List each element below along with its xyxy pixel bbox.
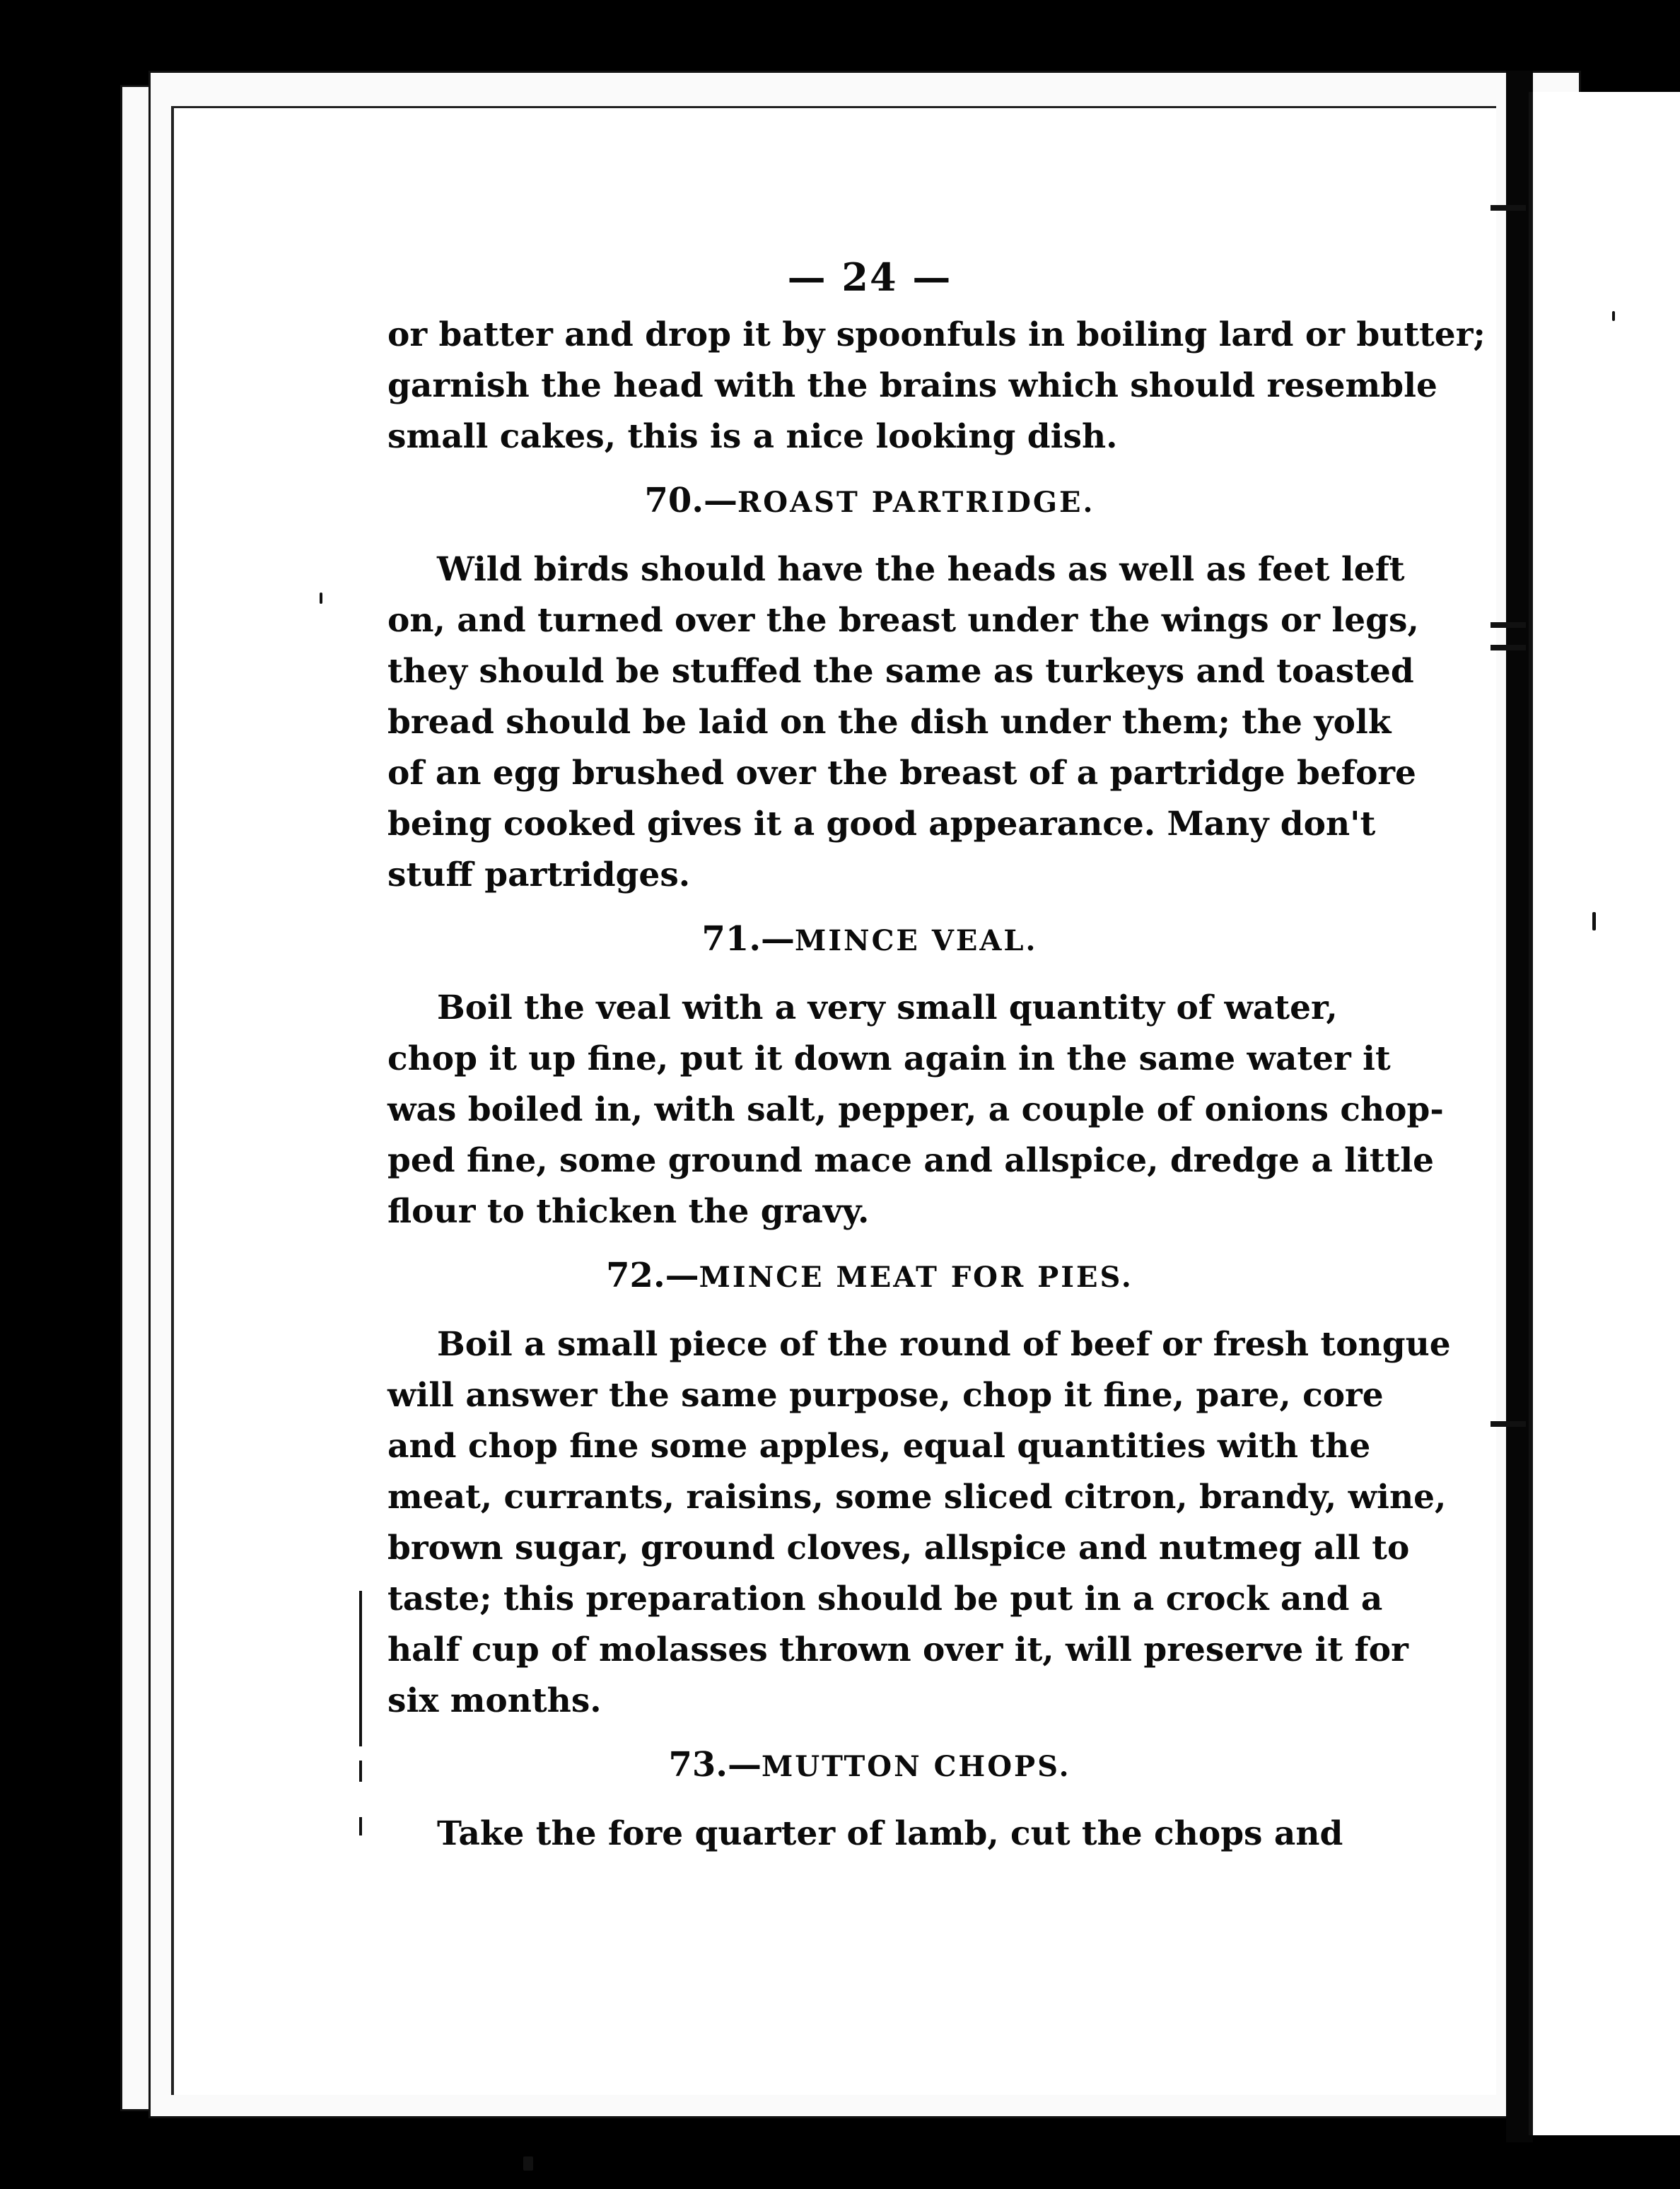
text-line: brown sugar, ground cloves, allspice and nutmeg all to bbox=[387, 1529, 1410, 1568]
text-line: garnish the head with the brains which should resemble bbox=[387, 366, 1437, 405]
text-line: Wild birds should have the heads as well as feet left bbox=[437, 550, 1405, 589]
recipe-paragraph bbox=[387, 983, 1444, 1237]
binding-thread bbox=[1491, 645, 1526, 650]
text-line: ped fine, some ground mace and allspice, dredge a little bbox=[387, 1141, 1435, 1180]
text-line: was boiled in, with salt, pepper, a couple of onions chop- bbox=[387, 1090, 1444, 1129]
margin-line-mark bbox=[359, 1817, 362, 1835]
text-line: six months. bbox=[387, 1681, 602, 1720]
text-line: meat, currants, raisins, some sliced citron, brandy, wine, bbox=[387, 1478, 1447, 1517]
margin-line-mark bbox=[359, 1591, 362, 1746]
binding-thread bbox=[1491, 1421, 1526, 1427]
text-line: half cup of molasses thrown over it, will preserve it for bbox=[387, 1630, 1408, 1669]
recipe-paragraph bbox=[387, 544, 1419, 901]
binding-thread bbox=[1491, 205, 1526, 211]
recipe-number: 70.— bbox=[644, 481, 738, 520]
text-line: being cooked gives it a good appearance. Many don't bbox=[387, 805, 1376, 844]
recipe-number: 71.— bbox=[701, 919, 795, 959]
recipe-title: MUTTON CHOPS. bbox=[761, 1750, 1071, 1783]
recipe-heading bbox=[387, 1745, 1352, 1785]
text-line: of an egg brushed over the breast of a partridge before bbox=[387, 754, 1416, 793]
text-line: stuff partridges. bbox=[387, 856, 691, 894]
page-number: — 24 — bbox=[787, 255, 952, 300]
recipe-paragraph bbox=[387, 1809, 1352, 1860]
text-line: chop it up fine, put it down again in the same water it bbox=[387, 1039, 1391, 1078]
recipe-number: 72.— bbox=[606, 1256, 699, 1295]
intro-paragraph bbox=[387, 310, 1486, 462]
recipe-title: ROAST PARTRIDGE. bbox=[737, 486, 1095, 519]
text-line: on, and turned over the breast under the wings or legs, bbox=[387, 601, 1419, 640]
margin-line-mark bbox=[359, 1761, 362, 1782]
text-line: Boil a small piece of the round of beef or fresh tongue bbox=[437, 1325, 1451, 1364]
recipe-heading bbox=[387, 919, 1352, 959]
text-line: or batter and drop it by spoonfuls in boiling lard or butter; bbox=[387, 315, 1486, 354]
text-line: small cakes, this is a nice looking dish. bbox=[387, 417, 1118, 456]
recipe-number: 73.— bbox=[668, 1745, 762, 1785]
ink-speck bbox=[1612, 311, 1615, 321]
ink-speck bbox=[523, 2156, 533, 2171]
text-line: they should be stuffed the same as turkeys and toasted bbox=[387, 652, 1414, 691]
text-line: Boil the veal with a very small quantity of water, bbox=[437, 988, 1338, 1027]
recipe-heading bbox=[387, 481, 1352, 520]
recipe-paragraph bbox=[387, 1319, 1451, 1727]
text-line: Take the fore quarter of lamb, cut the chops and bbox=[437, 1814, 1343, 1853]
text-line: and chop fine some apples, equal quantities with the bbox=[387, 1427, 1371, 1466]
page-content bbox=[387, 255, 1486, 1860]
facing-page-edge bbox=[1529, 92, 1680, 2135]
recipe-title: MINCE MEAT FOR PIES. bbox=[699, 1261, 1133, 1294]
text-line: flour to thicken the gravy. bbox=[387, 1192, 870, 1231]
ink-speck bbox=[320, 593, 322, 604]
recipe-title: MINCE VEAL. bbox=[795, 924, 1038, 957]
ink-speck bbox=[1592, 912, 1596, 930]
text-line: will answer the same purpose, chop it fine, pare, core bbox=[387, 1376, 1384, 1415]
text-line: taste; this preparation should be put in a crock and a bbox=[387, 1580, 1383, 1618]
text-line: bread should be laid on the dish under them; the yolk bbox=[387, 703, 1392, 742]
recipe-heading bbox=[387, 1256, 1352, 1295]
binding-thread bbox=[1491, 622, 1526, 628]
